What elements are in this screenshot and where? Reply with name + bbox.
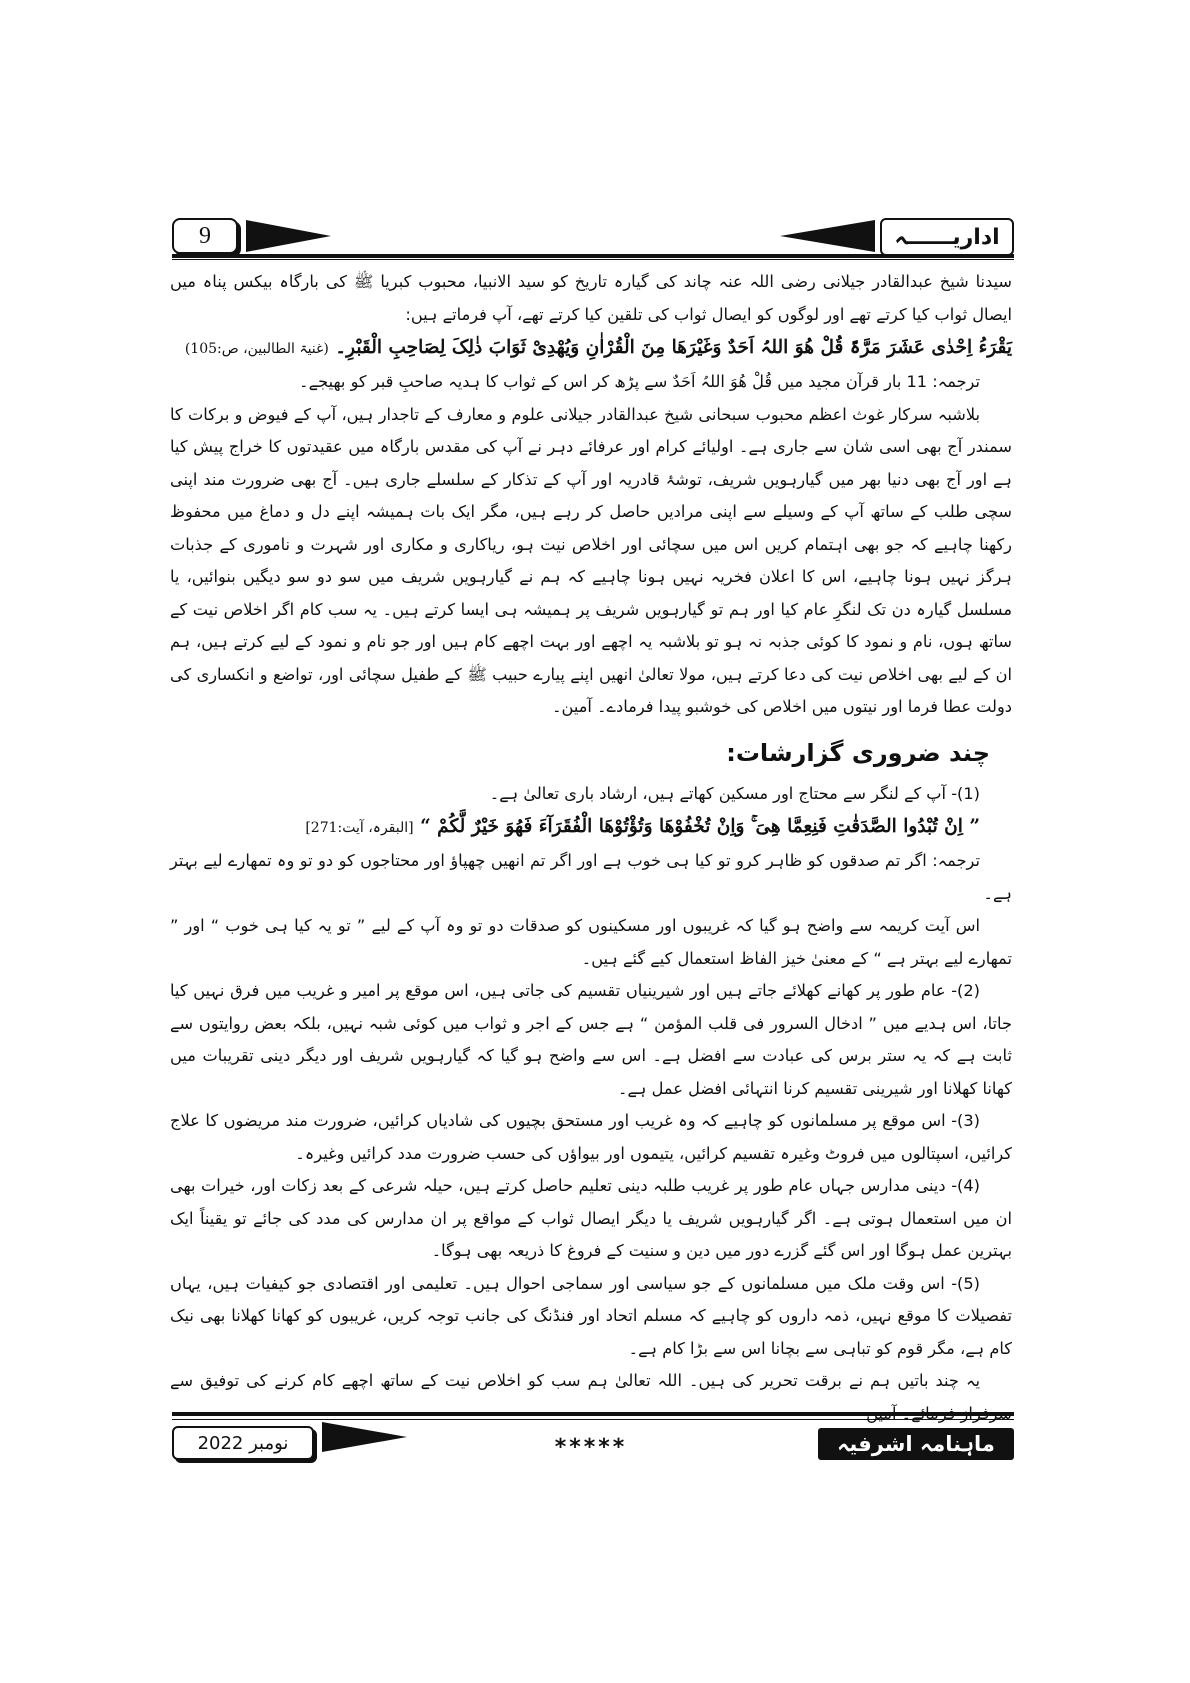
point-4: (4)- دینی مدارس جہاں عام طور پر غریب طلبہ دینی تعلیم حاصل کرتے ہیں، حیلہ شرعی کے بعد زکات اور، خیرات بھی ان میں استعمال ہوتی ہے۔ اگر گیارہویں شریف یا دیگر ایصال ثواب کے مواقع پر ان مدارس کی مدد کی جائے تو یقیناً ایک بہترین عمل ہوگا اور اس گئے گزرے دور میں دین و سنیت کے فروغ کا ذریعہ بھی ہوگا۔ xyxy=(170,1176,1012,1260)
header-wedge-right-ornament xyxy=(780,220,875,252)
point-5: (5)- اس وقت ملک میں مسلمانوں کے جو سیاسی اور سماجی احوال ہیں۔ تعلیمی اور اقتصادی جو کیفیات ہیں، یہاں تفصیلات کا موقع نہیں، ذمہ داروں کو چاہیے کہ مسلم اتحاد اور فنڈنگ کی جانب توجہ کریں، غریبوں کو کھانا کھلانا بھی نیک کام ہے، مگر قوم کو تباہی سے بچانا اس سے بڑا کام ہے۔ xyxy=(170,1273,1012,1358)
intro-paragraph: سیدنا شیخ عبدالقادر جیلانی رضی اللہ عنہ چاند کی گیارہ تاریخ کو سید الانبیا، محبوب کبریا ﷺ کی بارگاہ بیکس پناہ میں ایصال ثواب کیا کرتے تھے اور لوگوں کو ایصال ثواب کی تلقین کیا کرتے تھے، آپ فرماتے ہیں: xyxy=(170,272,1012,324)
main-paragraph: بلاشبہ سرکار غوث اعظم محبوب سبحانی شیخ عبدالقادر جیلانی علوم و معارف کے تاجدار ہیں، آپ کے فیوض و برکات کا سمندر آج بھی اسی شان سے جاری ہے۔ اولیائے کرام اور عرفائے دہر نے آپ کی مقدس بارگاہ میں عقیدتوں کا خراج پیش کیا ہے اور آج بھی دنیا بھر میں گیارہویں شریف، توشۂ قادریہ اور آپ کے تذکار کے سلسلے جاری ہیں۔ آج بھی ضرورت مند اپنی سچی طلب کے ساتھ آپ کے وسیلے سے اپنی مرادیں حاصل کر رہے ہیں، مگر ایک بات ہمیشہ اپنے دل و دماغ میں محفوظ رکھنا چاہیے کہ جو بھی اہتمام کریں اس میں سچائی اور اخلاص نیت ہو، ریاکاری و مکاری اور شہرت و ناموری کے جذبات ہرگز نہیں ہونا چاہیے، اس کا اعلان فخریہ نہیں ہونا چاہیے کہ ہم نے گیارہویں شریف میں سو دو سو دیگیں بنوائیں، یا مسلسل گیارہ دن تک لنگرِ عام کیا اور ہم تو گیارہویں شریف پر ہمیشہ ہی ایسا کرتے ہیں۔ یہ سب کام اگر اخلاص نیت کے ساتھ ہوں، نام و نمود کا کوئی جذبہ نہ ہو تو بلاشبہ یہ اچھے اور بہت اچھے کام ہیں اور جو نام و نمود کے لیے کرتے ہیں، ہم ان کے لیے بھی اخلاص نیت کی دعا کرتے ہیں، مولا تعالیٰ انھیں اپنے پیارے حبیب ﷺ کے طفیل سچائی اور، تواضع و انکساری کی دولت عطا فرما اور نیتوں میں اخلاص کی خوشبو پیدا فرمادے۔ آمین۔ xyxy=(170,404,1012,716)
arabic-quote-2-reference: [البقرہ، آیت:271] xyxy=(305,820,414,836)
header-rule xyxy=(172,254,1014,258)
explanation-paragraph: اس آیت کریمہ سے واضح ہو گیا کہ غریبوں اور مسکینوں کو صدقات دو تو وہ آپ کے لیے ” تو یہ کیا ہی خوب “ اور ” تمھارے لیے بہتر ہے “ کے معنیٰ خیز الفاظ استعمال کیے گئے ہیں۔ xyxy=(170,916,1012,968)
point-3: (3)- اس موقع پر مسلمانوں کو چاہیے کہ وہ غریب اور مستحق بچیوں کی شادیاں کرائیں، ضرورت مند مریضوں کا علاج کرائیں، اسپتالوں میں فروٹ وغیرہ تقسیم کرائیں، یتیموں اور بیواؤں کی حسب ضرورت مدد کرائیں وغیرہ۔ xyxy=(170,1111,1012,1163)
point-1: (1)- آپ کے لنگر سے محتاج اور مسکین کھاتے ہیں، ارشاد باری تعالیٰ ہے۔ xyxy=(489,783,980,803)
end-stars-ornament: ***** xyxy=(554,1435,628,1460)
section-heading: چند ضروری گزارشات: xyxy=(726,738,990,767)
arabic-quote-2 xyxy=(170,810,1012,845)
issue-date: نومبر 2022 xyxy=(172,1426,314,1460)
page-number: 9 xyxy=(172,218,238,254)
arabic-quote-1 xyxy=(170,331,1012,366)
header-rule-thin xyxy=(172,259,1014,260)
translation-2: ترجمہ: اگر تم صدقوں کو ظاہر کرو تو کیا ہی خوب ہے اور اگر تم انھیں چھپاؤ اور محتاجوں کو دو تو وہ تمھارے لیے بہتر ہے۔ xyxy=(170,851,1012,903)
header-wedge-left-ornament xyxy=(246,220,331,252)
article-body xyxy=(170,266,1012,1466)
arabic-quote-1-text: یَقْرَءُ اِحْدٰی عَشَرَ مَرَّۃً قُلْ ھُوَ اللہُ اَحَدٌ وَغَیْرَھَا مِنَ الْقُرْاٰنِ وَیُھْدِیْ ثَوَابَ ذٰلِکَ لِصَاحِبِ الْقَبْرِ۔ xyxy=(335,337,1012,358)
arabic-quote-2-text: ” اِنْ تُبْدُوا الصَّدَقٰتِ فَنِعِمَّا ھِیَ ۚ وَاِنْ تُخْفُوْھَا وَتُؤْتُوْھَا الْفُقَرَآءَ فَھُوَ خَیْرٌ لَّکُمْ “ xyxy=(420,816,980,837)
section-title: اداریــــــہ xyxy=(880,218,1014,256)
translation-1: ترجمہ: 11 بار قرآن مجید میں قُلْ ھُوَ اللہُ اَحَدٌ سے پڑھ کر اس کے ثواب کا ہدیہ صاحبِ قبر کو بھیجے۔ xyxy=(299,372,980,391)
footer-rule xyxy=(172,1412,1014,1416)
magazine-name: ماہنامہ اشرفیہ xyxy=(818,1428,1014,1460)
footer-rule-thin xyxy=(172,1419,1014,1420)
point-2: (2)- عام طور پر کھانے کھلائے جاتے ہیں اور شیرینیاں تقسیم کی جاتی ہیں، اس موقع پر امیر و غریب میں فرق نہیں کیا جاتا، اس ہدیے میں ” ادخال السرور فی قلب المؤمن “ ہے جس کے اجر و ثواب میں کوئی شبہ نہیں، بلکہ بعض روایتوں سے ثابت ہے کہ یہ ستر برس کی عبادت سے افضل ہے۔ اس سے واضح ہو گیا کہ گیارہویں شریف اور دیگر دینی تقریبات میں کھانا کھلانا اور شیرینی تقسیم کرنا انتہائی افضل عمل ہے۔ xyxy=(170,981,1012,1098)
arabic-quote-1-reference: (غنیۃ الطالبین، ص:105) xyxy=(184,341,329,357)
closing-paragraph: یہ چند باتیں ہم نے برقت تحریر کی ہیں۔ اللہ تعالیٰ ہم سب کو اخلاص نیت کے ساتھ اچھے کام کرنے کی توفیق سے xyxy=(170,1371,980,1390)
